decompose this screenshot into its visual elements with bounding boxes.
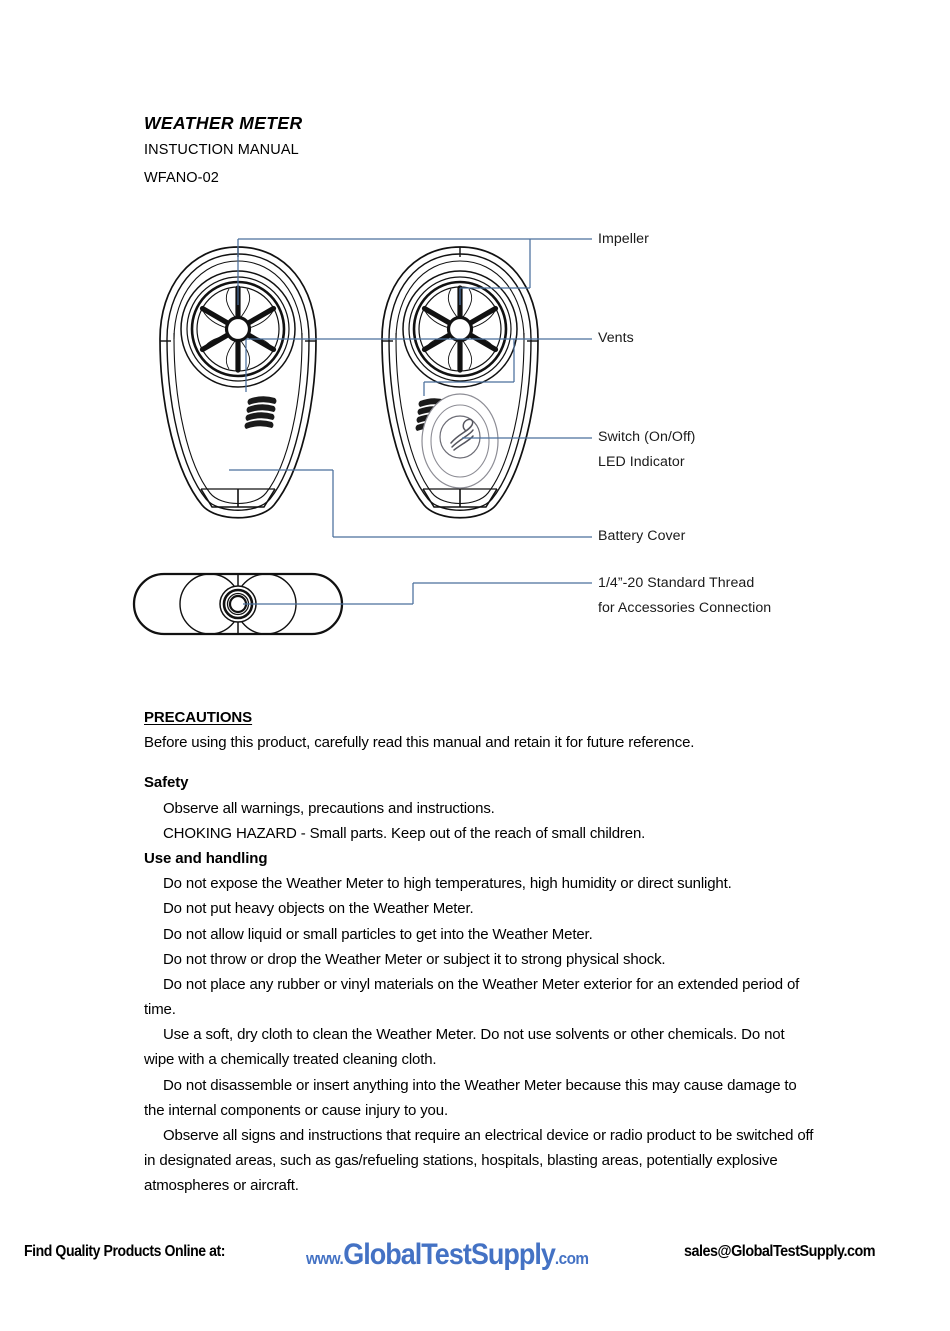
section-spacer [144, 755, 816, 770]
model-number: WFANO-02 [144, 170, 219, 187]
footer-website-link[interactable] [306, 1238, 588, 1272]
document-header [144, 113, 744, 190]
device-front-view-right [382, 247, 538, 518]
device-bottom-view [134, 574, 342, 634]
handling-item: Do not allow liquid or small particles to get into the Weather Meter. [163, 925, 593, 943]
handling-item: Use a soft, dry cloth to clean the Weather Meter. Do not use solvents or other chemicals. Do not wipe with a chemically treated cleaning cloth. [144, 1026, 785, 1069]
use-and-handling-heading: Use and handling [144, 849, 268, 867]
switch-button [422, 394, 498, 488]
callout-label-standard-thread: 1/4”-20 Standard Thread [598, 575, 755, 591]
handling-item: Observe all signs and instructions that require an electrical device or radio product to be switched off in designated areas, such as gas/refueling stations, hospitals, blasting areas, potentially explosive atmospheres or aircraft. [144, 1127, 814, 1195]
precautions-heading: PRECAUTIONS [144, 709, 253, 726]
handling-item: Do not disassemble or insert anything into the Weather Meter because this may cause damage to the internal components or cause injury to you. [144, 1076, 797, 1119]
callout-label-led-indicator: LED Indicator [598, 454, 685, 470]
handling-item: Do not expose the Weather Meter to high temperatures, high humidity or direct sunlight. [163, 875, 732, 893]
callout-leader-lines [229, 239, 592, 604]
page-footer [0, 1238, 950, 1278]
callout-label-accessories-connection: for Accessories Connection [598, 600, 772, 616]
handling-item: Do not throw or drop the Weather Meter or subject it to strong physical shock. [163, 950, 666, 968]
callout-label-switch: Switch (On/Off) [598, 429, 696, 445]
handling-item: Do not put heavy objects on the Weather Meter. [163, 900, 474, 918]
footer-url-tld: .com [554, 1249, 589, 1268]
precautions-section [144, 705, 816, 1199]
safety-heading: Safety [144, 774, 189, 792]
footer-url-brand: GlobalTestSupply [343, 1238, 555, 1271]
wind-swirl-icon [451, 419, 473, 450]
page-title: WEATHER METER [144, 113, 303, 133]
document-subtitle: INSTUCTION MANUAL [144, 141, 299, 158]
footer-email-link[interactable]: sales@GlobalTestSupply.com [684, 1243, 876, 1260]
tripod-thread-socket [220, 586, 256, 622]
device-front-view-left [160, 247, 316, 518]
safety-item: CHOKING HAZARD - Small parts. Keep out of the reach of small children. [163, 824, 646, 842]
precautions-intro: Before using this product, carefully read this manual and retain it for future reference. [144, 734, 695, 752]
safety-item: Observe all warnings, precautions and instructions. [163, 799, 495, 817]
callout-label-battery-cover: Battery Cover [598, 528, 686, 544]
footer-tagline: Find Quality Products Online at: [24, 1243, 226, 1260]
callout-label-impeller: Impeller [598, 231, 649, 247]
footer-url-www: www. [306, 1249, 344, 1268]
callout-label-vents: Vents [598, 330, 634, 346]
handling-item: Do not place any rubber or vinyl materials on the Weather Meter exterior for an extended period of time. [144, 975, 800, 1019]
